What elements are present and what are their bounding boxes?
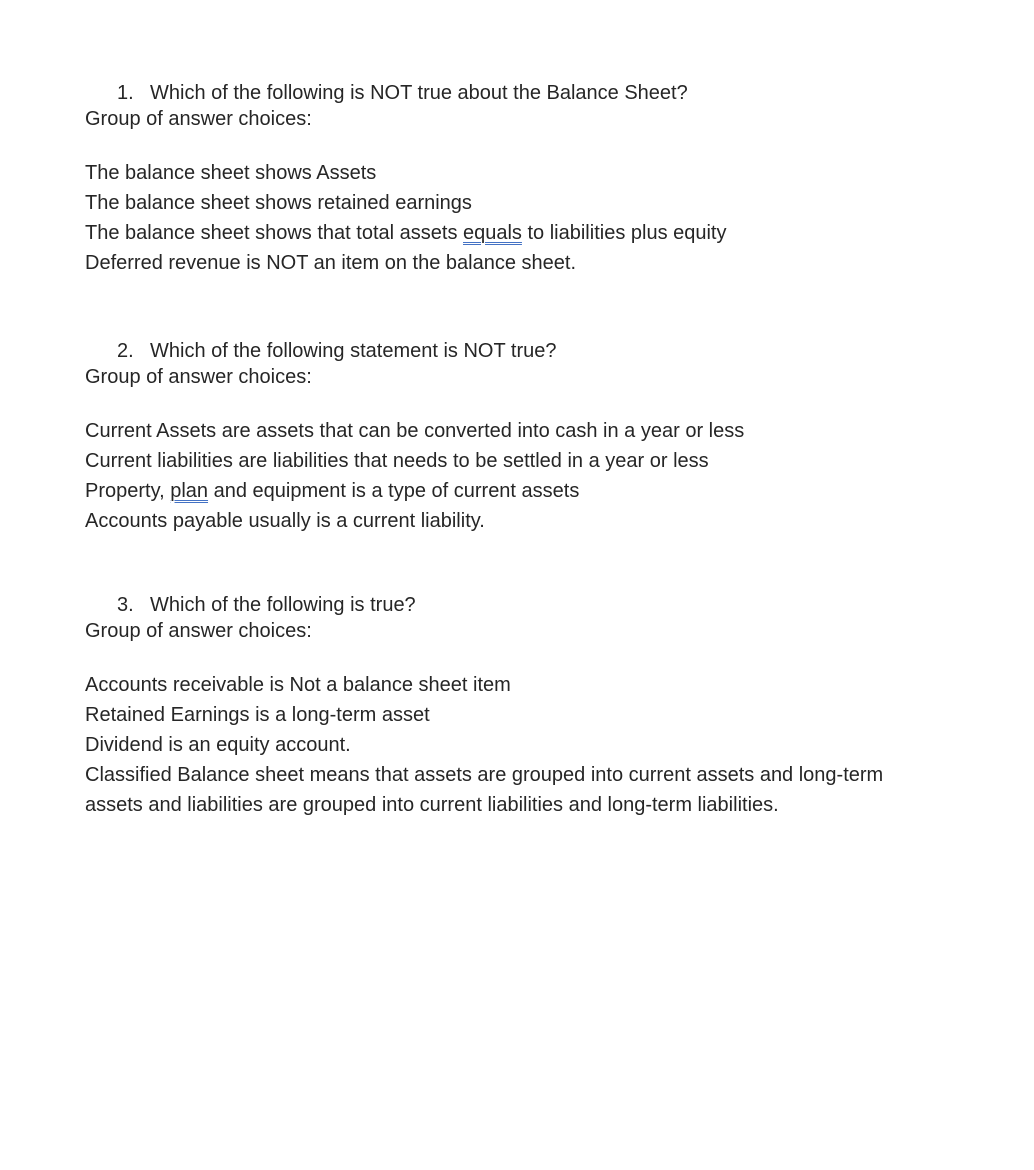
question-title xyxy=(85,592,945,618)
spellcheck-flagged-word[interactable]: equals xyxy=(463,222,522,244)
spellcheck-flagged-word[interactable]: plan xyxy=(170,480,209,502)
answer-choice: Deferred revenue is NOT an item on the balance sheet. xyxy=(85,252,577,274)
answer-choice: The balance sheet shows Assets xyxy=(85,162,377,184)
answer-text-after: to liabilities plus equity xyxy=(521,222,727,244)
question-title xyxy=(85,338,945,364)
answer-choice: Retained Earnings is a long-term asset xyxy=(85,704,430,726)
answer-choice xyxy=(85,218,945,248)
answer-choice: Current Assets are assets that can be converted into cash in a year or less xyxy=(85,420,745,442)
answer-group-label: Group of answer choices: xyxy=(85,366,312,388)
answer-choice: Classified Balance sheet means that assets are grouped into current assets and long-term assets and liabilities are grouped into current liabilities and long-term liabilities. xyxy=(85,764,884,816)
answer-choice: Accounts payable usually is a current liability. xyxy=(85,510,485,532)
answer-choice: The balance sheet shows retained earnings xyxy=(85,192,472,214)
answer-text-before: Property, xyxy=(85,480,171,502)
question-number: 3. xyxy=(117,594,134,616)
answer-group-label: Group of answer choices: xyxy=(85,108,312,130)
answer-choice xyxy=(85,476,945,506)
answer-list xyxy=(85,158,945,278)
question-title xyxy=(85,80,945,106)
question-1 xyxy=(85,80,945,278)
question-text: Which of the following is NOT true about the Balance Sheet? xyxy=(150,82,688,104)
question-text: Which of the following is true? xyxy=(150,594,416,616)
question-2 xyxy=(85,338,945,536)
answer-choice: Dividend is an equity account. xyxy=(85,734,351,756)
answer-list xyxy=(85,416,945,536)
answer-text-before: The balance sheet shows that total assets xyxy=(85,222,463,244)
answer-list xyxy=(85,670,945,820)
question-number: 2. xyxy=(117,340,134,362)
answer-choice: Current liabilities are liabilities that needs to be settled in a year or less xyxy=(85,450,709,472)
question-number: 1. xyxy=(117,82,134,104)
question-text: Which of the following statement is NOT true? xyxy=(150,340,557,362)
answer-choice: Accounts receivable is Not a balance sheet item xyxy=(85,674,511,696)
question-3 xyxy=(85,592,945,820)
answer-group-label: Group of answer choices: xyxy=(85,620,312,642)
answer-text-after: and equipment is a type of current assets xyxy=(208,480,580,502)
